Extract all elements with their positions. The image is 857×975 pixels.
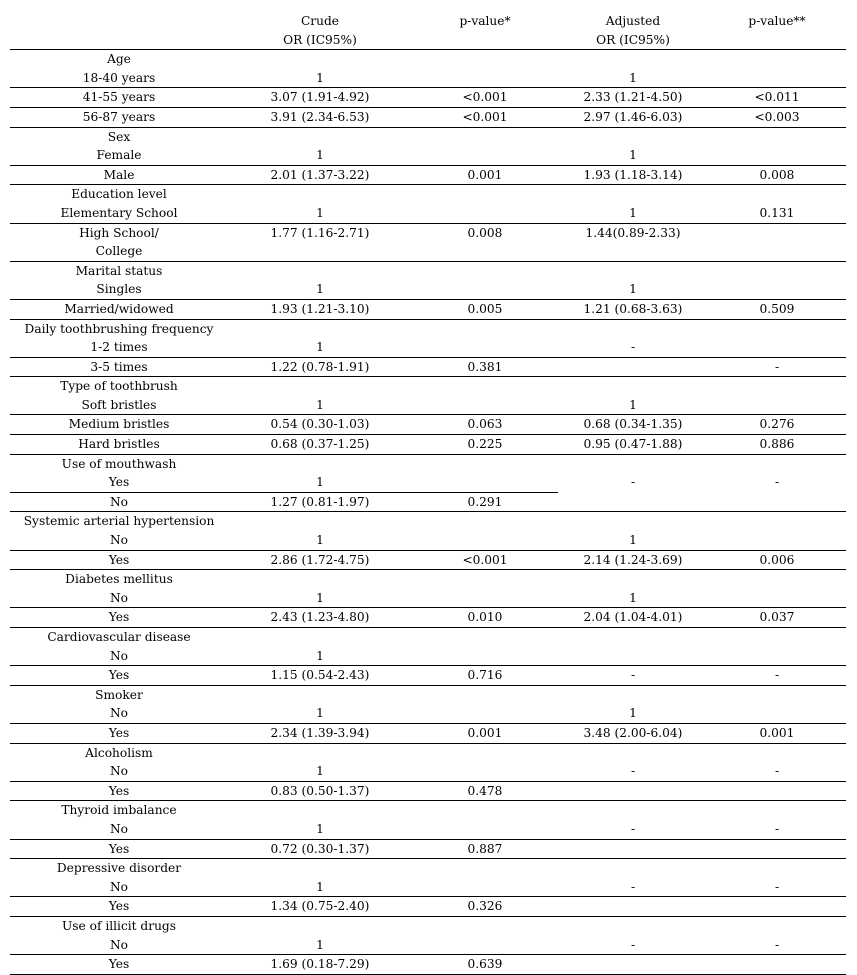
adjusted-or-cell: 1 <box>558 204 708 223</box>
crude-or-cell: 2.43 (1.23-4.80) <box>228 608 412 628</box>
crude-or-cell: 1 <box>228 647 412 666</box>
p-value-adjusted-cell <box>708 146 846 165</box>
crude-or-cell: 1.27 (0.81-1.97) <box>228 492 412 512</box>
p-value-adjusted-cell: - <box>708 666 846 686</box>
p-value-adjusted-cell <box>708 531 846 550</box>
row-label: Yes <box>10 781 228 801</box>
table-row <box>10 955 846 975</box>
row-label: No <box>10 492 228 512</box>
p-value-adjusted-cell: - <box>708 357 846 377</box>
p-value-adjusted-cell: 0.886 <box>708 435 846 455</box>
adjusted-or-cell <box>558 955 708 975</box>
row-label: Yes <box>10 839 228 859</box>
table-group <box>10 628 846 686</box>
p-value-crude-cell: 0.005 <box>412 299 558 319</box>
p-value-adjusted-cell <box>708 897 846 917</box>
group-title-row <box>10 512 846 531</box>
row-label: 3-5 times <box>10 357 228 377</box>
p-value-adjusted-cell: 0.006 <box>708 550 846 570</box>
table-row <box>10 608 846 628</box>
crude-or-cell: 0.68 (0.37-1.25) <box>228 435 412 455</box>
group-title-row <box>10 454 846 473</box>
table-row <box>10 647 846 666</box>
adjusted-or-cell: - <box>558 762 708 781</box>
adjusted-or-cell: 1 <box>558 280 708 299</box>
p-value-adjusted-cell <box>708 223 846 261</box>
adjusted-or-cell: 3.48 (2.00-6.04) <box>558 723 708 743</box>
row-label: No <box>10 878 228 897</box>
p-value-crude-cell <box>412 762 558 781</box>
header-crude: Crude OR (IC95%) <box>228 12 412 50</box>
table-group <box>10 127 846 185</box>
table-group <box>10 377 846 454</box>
group-title-row <box>10 377 846 396</box>
p-value-crude-cell <box>412 280 558 299</box>
p-value-adjusted-cell: 0.008 <box>708 165 846 185</box>
p-value-crude-cell <box>412 589 558 608</box>
table-row <box>10 704 846 723</box>
p-value-crude-cell: 0.008 <box>412 223 558 261</box>
table-row <box>10 781 846 801</box>
group-title: Type of toothbrush <box>60 379 178 394</box>
p-value-adjusted-cell: - <box>708 936 846 955</box>
crude-or-cell: 1.93 (1.21-3.10) <box>228 299 412 319</box>
crude-or-cell: 1 <box>228 338 412 357</box>
table-row <box>10 820 846 839</box>
crude-or-cell: 1.34 (0.75-2.40) <box>228 897 412 917</box>
p-value-adjusted-cell <box>708 396 846 415</box>
table-row <box>10 531 846 550</box>
table-row <box>10 338 846 357</box>
adjusted-or-cell: 1 <box>558 69 708 88</box>
group-title-row <box>10 628 846 647</box>
row-label: No <box>10 704 228 723</box>
row-label: High School/ College <box>10 223 228 261</box>
table-group <box>10 319 846 377</box>
group-title: Marital status <box>75 263 163 278</box>
odds-ratio-table <box>10 12 846 975</box>
p-value-crude-cell: 0.639 <box>412 955 558 975</box>
crude-or-cell: 2.01 (1.37-3.22) <box>228 165 412 185</box>
p-value-adjusted-cell <box>708 69 846 88</box>
p-value-adjusted-cell: 0.509 <box>708 299 846 319</box>
crude-or-cell: 1.15 (0.54-2.43) <box>228 666 412 686</box>
table-group <box>10 916 846 974</box>
p-value-crude-cell <box>412 878 558 897</box>
adjusted-or-cell <box>558 897 708 917</box>
crude-or-cell: 1 <box>228 146 412 165</box>
p-value-adjusted-cell: 0.001 <box>708 723 846 743</box>
p-value-crude-cell <box>412 396 558 415</box>
group-title: Education level <box>71 187 167 202</box>
p-value-crude-cell <box>412 69 558 88</box>
crude-or-cell: 1 <box>228 878 412 897</box>
crude-or-cell: 1.77 (1.16-2.71) <box>228 223 412 261</box>
table-group <box>10 570 846 628</box>
group-title: Sex <box>107 129 131 144</box>
adjusted-or-cell: 2.97 (1.46-6.03) <box>558 107 708 127</box>
p-value-adjusted-cell <box>708 839 846 859</box>
group-title: Smoker <box>95 687 143 702</box>
table-group <box>10 512 846 570</box>
table-row <box>10 396 846 415</box>
group-title-row <box>10 916 846 935</box>
table-row <box>10 69 846 88</box>
group-title-row <box>10 261 846 280</box>
row-label: Singles <box>10 280 228 299</box>
crude-or-cell: 1 <box>228 704 412 723</box>
crude-or-cell: 1 <box>228 396 412 415</box>
adjusted-or-cell: 2.33 (1.21-4.50) <box>558 88 708 108</box>
adjusted-or-cell <box>558 781 708 801</box>
group-title-row <box>10 570 846 589</box>
adjusted-or-cell <box>558 357 708 377</box>
table-row <box>10 589 846 608</box>
crude-or-cell: 1 <box>228 204 412 223</box>
crude-or-cell: 3.07 (1.91-4.92) <box>228 88 412 108</box>
adjusted-or-cell: 1.21 (0.68-3.63) <box>558 299 708 319</box>
table-row <box>10 223 846 261</box>
p-value-adjusted-cell: <0.011 <box>708 88 846 108</box>
table-group <box>10 859 846 917</box>
row-label: Married/widowed <box>10 299 228 319</box>
crude-or-cell: 0.54 (0.30-1.03) <box>228 415 412 435</box>
table-group <box>10 50 846 127</box>
p-value-adjusted-cell: 0.131 <box>708 204 846 223</box>
table-row <box>10 762 846 781</box>
p-value-crude-cell <box>412 936 558 955</box>
p-value-crude-cell <box>412 647 558 666</box>
p-value-crude-cell <box>412 146 558 165</box>
header-p-value-adjusted: p-value** <box>708 12 846 50</box>
table-group <box>10 185 846 261</box>
row-label: 56-87 years <box>10 107 228 127</box>
crude-or-cell: 0.72 (0.30-1.37) <box>228 839 412 859</box>
row-label: Yes <box>10 955 228 975</box>
p-value-crude-cell: <0.001 <box>412 550 558 570</box>
p-value-crude-cell <box>412 820 558 839</box>
row-label: No <box>10 820 228 839</box>
table-row <box>10 839 846 859</box>
crude-or-cell: 1 <box>228 589 412 608</box>
p-value-crude-cell: 0.001 <box>412 165 558 185</box>
crude-or-cell: 1 <box>228 936 412 955</box>
p-value-adjusted-cell: <0.003 <box>708 107 846 127</box>
table-row <box>10 473 846 492</box>
table-row <box>10 878 846 897</box>
p-value-adjusted-cell <box>708 647 846 666</box>
crude-or-cell: 1.22 (0.78-1.91) <box>228 357 412 377</box>
p-value-adjusted-cell <box>708 280 846 299</box>
group-title-row <box>10 859 846 878</box>
group-title: Thyroid imbalance <box>61 803 177 818</box>
group-title: Depressive disorder <box>56 861 182 876</box>
table-row <box>10 936 846 955</box>
adjusted-or-cell: - <box>558 338 708 357</box>
table-group <box>10 454 846 512</box>
group-title-row <box>10 801 846 820</box>
adjusted-or-cell: 2.14 (1.24-3.69) <box>558 550 708 570</box>
adjusted-or-cell: 1 <box>558 704 708 723</box>
table-group <box>10 743 846 801</box>
header-p-value-crude: p-value* <box>412 12 558 50</box>
adjusted-or-cell: 1 <box>558 146 708 165</box>
row-label: Elementary School <box>10 204 228 223</box>
adjusted-or-cell: 0.95 (0.47-1.88) <box>558 435 708 455</box>
group-title-row <box>10 685 846 704</box>
p-value-crude-cell: <0.001 <box>412 107 558 127</box>
row-label: Yes <box>10 473 228 492</box>
p-value-adjusted-cell <box>708 338 846 357</box>
row-label: No <box>10 531 228 550</box>
p-value-crude-cell: 0.478 <box>412 781 558 801</box>
table-row <box>10 550 846 570</box>
adjusted-or-cell <box>558 647 708 666</box>
adjusted-or-cell: 1.44(0.89-2.33) <box>558 223 708 261</box>
group-title: Systemic arterial hypertension <box>23 514 215 529</box>
crude-or-cell: 2.86 (1.72-4.75) <box>228 550 412 570</box>
table-row <box>10 666 846 686</box>
row-label: No <box>10 647 228 666</box>
adjusted-or-cell: 1.93 (1.18-3.14) <box>558 165 708 185</box>
table-row <box>10 723 846 743</box>
crude-or-cell: 1 <box>228 69 412 88</box>
adjusted-or-cell <box>558 839 708 859</box>
p-value-adjusted-cell <box>708 955 846 975</box>
p-value-crude-cell: 0.010 <box>412 608 558 628</box>
row-label: Yes <box>10 550 228 570</box>
row-label: Yes <box>10 666 228 686</box>
row-label: 41-55 years <box>10 88 228 108</box>
row-label: 18-40 years <box>10 69 228 88</box>
p-value-adjusted-cell: - <box>708 878 846 897</box>
group-title-row <box>10 127 846 146</box>
group-title-row <box>10 319 846 338</box>
group-title: Cardiovascular disease <box>47 630 191 644</box>
group-title: Daily toothbrushing frequency <box>24 321 214 336</box>
adjusted-or-cell: 1 <box>558 396 708 415</box>
header-adjusted: Adjusted OR (IC95%) <box>558 12 708 50</box>
group-title-row <box>10 185 846 204</box>
p-value-crude-cell: <0.001 <box>412 88 558 108</box>
p-value-adjusted-cell: 0.276 <box>708 415 846 435</box>
table-row <box>10 415 846 435</box>
adjusted-or-cell: - <box>558 878 708 897</box>
p-value-crude-cell <box>412 204 558 223</box>
row-label: Female <box>10 146 228 165</box>
p-value-crude-cell: 0.001 <box>412 723 558 743</box>
table-row <box>10 435 846 455</box>
crude-or-cell: 2.34 (1.39-3.94) <box>228 723 412 743</box>
adjusted-or-cell: - <box>558 473 708 512</box>
row-label: Hard bristles <box>10 435 228 455</box>
p-value-crude-cell: 0.063 <box>412 415 558 435</box>
row-label: Medium bristles <box>10 415 228 435</box>
table-row <box>10 897 846 917</box>
adjusted-or-cell: - <box>558 936 708 955</box>
crude-or-cell: 1 <box>228 820 412 839</box>
p-value-crude-cell <box>412 531 558 550</box>
row-label: Male <box>10 165 228 185</box>
adjusted-or-cell: 1 <box>558 531 708 550</box>
row-label: Yes <box>10 723 228 743</box>
p-value-adjusted-cell <box>708 704 846 723</box>
crude-or-cell: 0.83 (0.50-1.37) <box>228 781 412 801</box>
crude-or-cell: 1 <box>228 762 412 781</box>
group-title: Age <box>107 52 131 67</box>
p-value-crude-cell: 0.887 <box>412 839 558 859</box>
p-value-crude-cell: 0.225 <box>412 435 558 455</box>
table-row <box>10 165 846 185</box>
row-label: No <box>10 936 228 955</box>
group-title: Diabetes mellitus <box>65 572 173 587</box>
adjusted-or-cell: 2.04 (1.04-4.01) <box>558 608 708 628</box>
crude-or-cell: 3.91 (2.34-6.53) <box>228 107 412 127</box>
row-label: No <box>10 589 228 608</box>
row-label: 1-2 times <box>10 338 228 357</box>
table-row <box>10 146 846 165</box>
group-title: Use of illicit drugs <box>62 918 176 933</box>
row-label: Yes <box>10 608 228 628</box>
table-group <box>10 685 846 743</box>
p-value-adjusted-cell: - <box>708 762 846 781</box>
p-value-crude-cell: 0.326 <box>412 897 558 917</box>
header-variable <box>10 12 228 50</box>
table-row <box>10 204 846 223</box>
table-row <box>10 357 846 377</box>
row-label: Yes <box>10 897 228 917</box>
adjusted-or-cell: 0.68 (0.34-1.35) <box>558 415 708 435</box>
p-value-crude-cell: 0.291 <box>412 492 558 512</box>
p-value-crude-cell <box>412 338 558 357</box>
adjusted-or-cell: - <box>558 820 708 839</box>
crude-or-cell: 1 <box>228 531 412 550</box>
row-label: Soft bristles <box>10 396 228 415</box>
p-value-crude-cell <box>412 704 558 723</box>
crude-or-cell: 1 <box>228 280 412 299</box>
table-row <box>10 280 846 299</box>
table-row <box>10 299 846 319</box>
table-header <box>10 12 846 50</box>
group-title-row <box>10 743 846 762</box>
group-title: Use of mouthwash <box>61 456 177 471</box>
table-row <box>10 88 846 108</box>
crude-or-cell: 1.69 (0.18-7.29) <box>228 955 412 975</box>
group-title-row <box>10 50 846 69</box>
p-value-adjusted-cell: 0.037 <box>708 608 846 628</box>
crude-or-cell: 1 <box>228 473 412 492</box>
p-value-adjusted-cell <box>708 781 846 801</box>
group-title: Alcoholism <box>85 745 153 760</box>
table-row <box>10 107 846 127</box>
adjusted-or-cell: 1 <box>558 589 708 608</box>
p-value-crude-cell: 0.381 <box>412 357 558 377</box>
p-value-crude-cell <box>412 473 558 492</box>
table-group <box>10 261 846 319</box>
p-value-adjusted-cell <box>708 589 846 608</box>
p-value-adjusted-cell: - <box>708 820 846 839</box>
p-value-adjusted-cell: - <box>708 473 846 512</box>
adjusted-or-cell: - <box>558 666 708 686</box>
table-group <box>10 801 846 859</box>
p-value-crude-cell: 0.716 <box>412 666 558 686</box>
row-label: No <box>10 762 228 781</box>
